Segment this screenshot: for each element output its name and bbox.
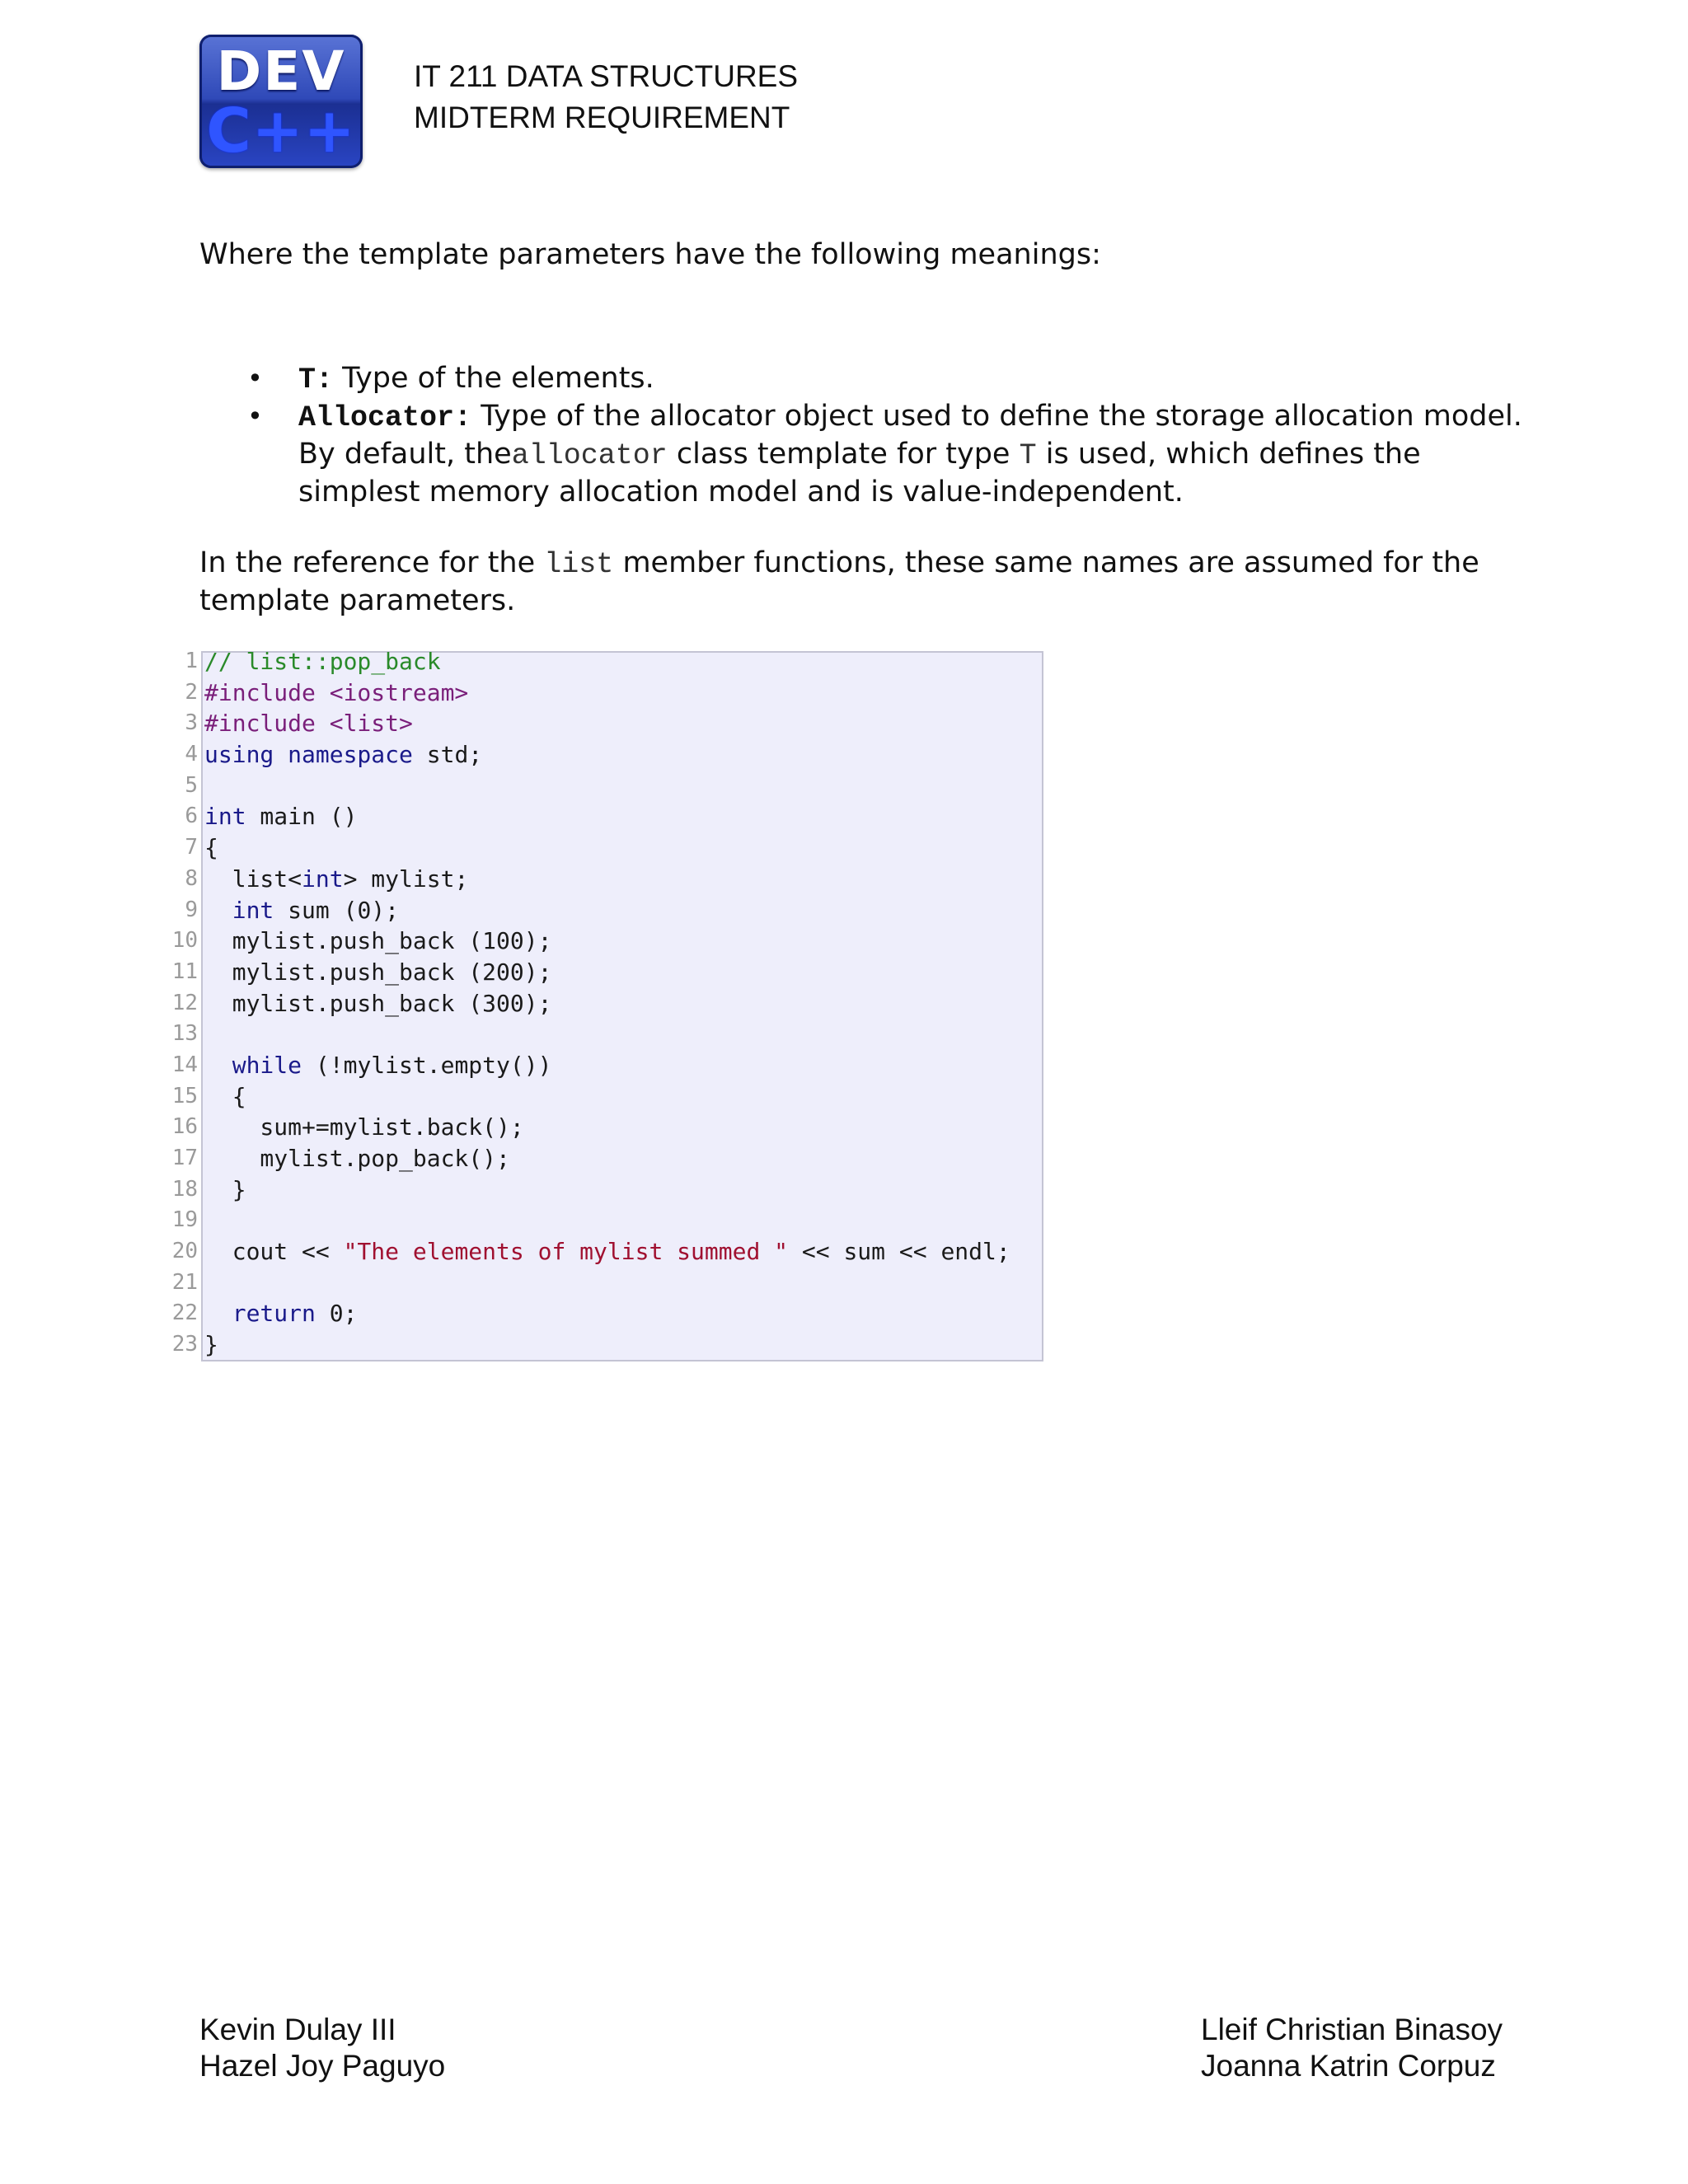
code-token: int	[232, 896, 274, 924]
code-token: << sum << endl;	[788, 1238, 1010, 1266]
line-number: 23	[171, 1332, 198, 1357]
code-token: #include <iostream>	[204, 678, 469, 706]
line-number: 10	[171, 928, 198, 954]
author-name: Hazel Joy Paguyo	[199, 2049, 446, 2083]
code-token: (!mylist.empty())	[302, 1051, 552, 1079]
code-token: mylist.push_back (100);	[204, 927, 552, 955]
code-token: mylist.push_back (300);	[204, 989, 552, 1017]
line-number: 15	[171, 1083, 198, 1108]
code-line	[204, 1050, 1045, 1081]
code-token: "The elements of mylist summed "	[343, 1238, 789, 1266]
template-parameter-list	[199, 360, 1535, 510]
code-token: return	[232, 1300, 316, 1328]
code-line	[204, 677, 1045, 709]
code-line	[204, 1112, 1045, 1143]
line-number: 7	[185, 835, 198, 860]
param-description-cont: class template for type	[676, 438, 1010, 471]
inline-code-list: list	[544, 548, 614, 581]
code-line	[204, 1174, 1045, 1206]
line-number: 18	[171, 1176, 198, 1202]
line-number: 14	[171, 1052, 198, 1077]
code-token	[204, 1052, 232, 1079]
line-number: 17	[171, 1146, 198, 1170]
param-description: Type of the allocator object used to define the storage allocation model. By default, the	[298, 400, 1522, 471]
author-name: Kevin Dulay III	[199, 2013, 396, 2046]
code-line	[204, 646, 1045, 677]
list-item	[199, 398, 1535, 510]
code-token: mylist.push_back (200);	[204, 958, 552, 986]
code-line	[204, 1081, 1045, 1113]
code-token: std;	[412, 741, 483, 769]
line-number-gutter	[162, 646, 198, 1363]
code-line	[204, 988, 1045, 1019]
logo-text-cpp: C++	[206, 96, 356, 166]
line-number: 4	[185, 742, 198, 767]
code-token: // list::pop_back	[204, 648, 441, 675]
line-number: 20	[171, 1239, 198, 1264]
param-description: Type of the elements.	[342, 362, 654, 395]
requirement-title: MIDTERM REQUIREMENT	[414, 101, 790, 134]
line-number: 3	[185, 710, 198, 736]
code-line	[204, 801, 1045, 832]
code-line	[204, 1298, 1045, 1329]
code-token: int	[302, 865, 344, 893]
code-token: cout <<	[204, 1238, 344, 1266]
reference-paragraph	[199, 545, 1535, 619]
code-token: sum+=mylist.back();	[204, 1113, 524, 1141]
line-number: 21	[171, 1269, 198, 1295]
param-description-tail: is used, which defines the simplest memory allocation model and is value-independent.	[298, 438, 1421, 509]
reference-text-before: In the reference for the	[199, 546, 536, 579]
document-header	[414, 56, 798, 138]
code-line	[204, 1143, 1045, 1174]
line-number: 2	[185, 679, 198, 705]
logo-text-dev: DEV	[216, 40, 346, 103]
line-number: 22	[171, 1301, 198, 1326]
code-token: using namespace	[204, 741, 413, 769]
code-line	[204, 708, 1045, 739]
code-line	[204, 771, 1045, 802]
course-title: IT 211 DATA STRUCTURES	[414, 59, 799, 93]
code-line	[204, 832, 1045, 864]
code-line	[204, 1205, 1045, 1236]
author-name: Lleif Christian Binasoy	[1201, 2013, 1503, 2046]
footer-authors-left	[199, 2012, 445, 2084]
line-number: 9	[185, 897, 198, 922]
inline-code-allocator: allocator	[511, 439, 668, 472]
line-number: 6	[185, 804, 198, 829]
reference-text-after: member functions, these same names are assumed for the template parameters.	[199, 546, 1479, 617]
line-number: 5	[185, 772, 198, 798]
code-line	[204, 926, 1045, 957]
code-token	[204, 897, 232, 924]
code-line	[204, 739, 1045, 771]
code-token: while	[232, 1051, 302, 1079]
code-token: }	[204, 1331, 218, 1359]
intro-paragraph: Where the template parameters have the following meanings:	[199, 238, 1101, 271]
code-line	[204, 1329, 1045, 1361]
line-number: 19	[171, 1207, 198, 1233]
code-token: #include <list>	[204, 710, 413, 738]
code-line	[204, 864, 1045, 895]
dev-cpp-logo	[199, 35, 363, 168]
code-token: > mylist;	[343, 865, 469, 893]
line-number: 8	[185, 865, 198, 891]
code-token: 0;	[315, 1300, 358, 1328]
line-number: 1	[185, 649, 198, 673]
line-number: 12	[171, 990, 198, 1015]
code-token: list<	[204, 865, 302, 893]
line-number: 13	[171, 1021, 198, 1047]
code-token: }	[204, 1175, 246, 1203]
code-line	[204, 957, 1045, 988]
code-line	[204, 1268, 1045, 1299]
inline-code-t: T	[1019, 439, 1037, 472]
code-line	[204, 895, 1045, 926]
code-listing	[204, 646, 1045, 1361]
param-name: T:	[298, 363, 334, 396]
code-token: int	[204, 803, 246, 831]
code-token: sum (0);	[274, 896, 400, 924]
code-sample	[162, 646, 1048, 1363]
code-token: mylist.pop_back();	[204, 1145, 510, 1172]
list-item	[199, 360, 1535, 398]
author-name: Joanna Katrin Corpuz	[1201, 2049, 1496, 2083]
line-number: 16	[171, 1114, 198, 1140]
code-line	[204, 1019, 1045, 1050]
line-number: 11	[171, 958, 198, 984]
code-line	[204, 1236, 1045, 1268]
code-token: {	[204, 834, 218, 862]
param-name: Allocator:	[298, 401, 472, 434]
code-token	[204, 1300, 232, 1327]
footer-authors-right	[1201, 2012, 1503, 2084]
code-token: {	[204, 1082, 246, 1110]
code-token: main ()	[246, 803, 358, 831]
